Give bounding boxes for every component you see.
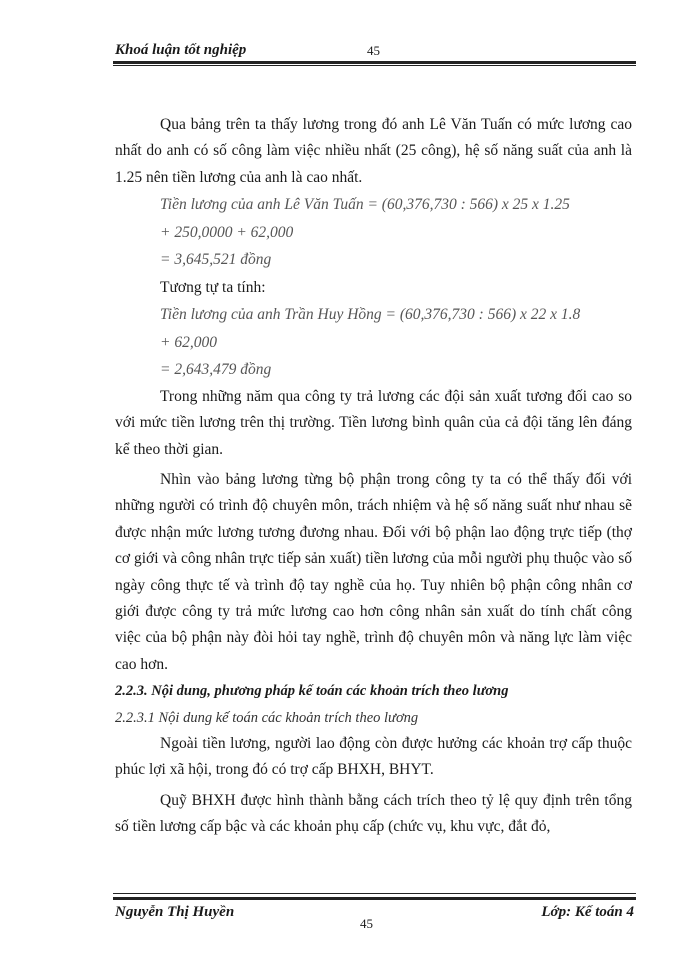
formula-2-line-3: = 2,643,479 đồng [160, 361, 272, 379]
formula-2-line-2: + 62,000 [160, 333, 217, 351]
section-heading-2-2-3: 2.2.3. Nội dung, phương pháp kế toán các khoản trích theo lương [115, 683, 509, 700]
formula-2-line-1: Tiền lương của anh Trần Huy Hồng = (60,376,730 : 566) x 22 x 1.8 [160, 306, 581, 324]
header-divider-thin [113, 65, 636, 66]
paragraph-1: Qua bảng trên ta thấy lương trong đó anh Lê Văn Tuấn có mức lương cao nhất do anh có số công làm việc nhiều nhất (25 công), hệ số năng suất của anh là 1.25 nên tiền lương của anh là cao nhất. [115, 116, 632, 186]
formula-1-line-3: = 3,645,521 đồng [160, 251, 272, 269]
paragraph-3: Nhìn vào bảng lương từng bộ phận trong công ty ta có thể thấy đối với những người có trình độ chuyên môn, trách nhiệm và hệ số năng suất như nhau sẽ được nhận mức lương tương đương nhau. Đối với bộ phận lao động trực tiếp (thợ cơ giới và công nhân trực tiếp sản xuất) tiền lương của mỗi người phụ thuộc vào số ngày công thực tế và trình độ tay nghề của họ. Tuy nhiên bộ phận công nhân cơ giới được công ty trả mức lương cao hơn công nhân sản xuất do tính chất công việc của bộ phận này đòi hỏi tay nghề, trình độ chuyên môn và năng lực làm việc cao hơn. [115, 470, 632, 673]
footer-divider-thin [113, 893, 636, 894]
formula-1-line-2: + 250,0000 + 62,000 [160, 223, 294, 241]
subsection-heading-2-2-3-1: 2.2.3.1 Nội dung kế toán các khoản trích theo lương [115, 709, 419, 726]
footer-author: Nguyễn Thị Huyền [115, 904, 235, 920]
similar-calc-label: Tương tự ta tính: [160, 278, 266, 296]
paragraph-5: Quỹ BHXH được hình thành bằng cách trích theo tỷ lệ quy định trên tổng số tiền lương cấp bậc và các khoản phụ cấp (chức vụ, khu vực, đắt đỏ, [115, 791, 632, 836]
footer-divider-thick [113, 897, 636, 900]
formula-1-line-1: Tiền lương của anh Lê Văn Tuấn = (60,376,730 : 566) x 25 x 1.25 [160, 196, 570, 214]
paragraph-4: Ngoài tiền lương, người lao động còn được hưởng các khoản trợ cấp thuộc phúc lợi xã hội, trong đó có trợ cấp BHXH, BHYT. [115, 735, 632, 779]
paragraph-2: Trong những năm qua công ty trả lương các đội sản xuất tương đối cao so với mức tiền lương trên thị trường. Tiền lương bình quân của cả đội tăng lên đáng kể theo thời gian. [115, 387, 632, 458]
footer-class: Lớp: Kế toán 4 [541, 904, 634, 920]
header-divider-thick [113, 61, 636, 64]
page-body [115, 112, 632, 841]
footer-page-number: 45 [360, 916, 373, 931]
header-title: Khoá luận tốt nghiệp [115, 42, 247, 58]
header-page-number: 45 [367, 43, 380, 58]
